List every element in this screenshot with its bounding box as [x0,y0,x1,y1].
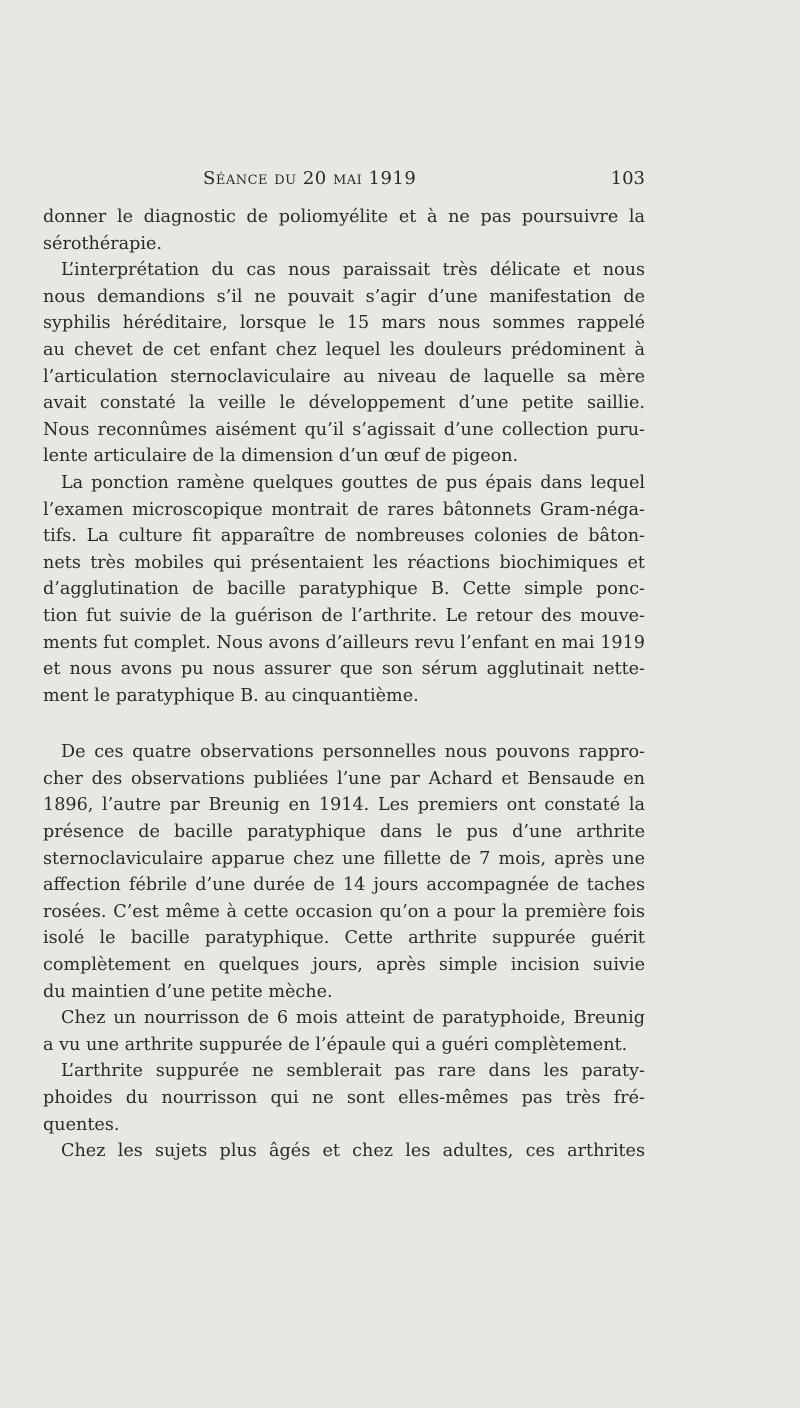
text-line: L’arthrite suppurée ne semblerait pas rare dans les paraty- [61,1061,645,1082]
text-line: isolé le bacille paratyphique. Cette arthrite suppurée guérit [43,928,645,949]
paragraph [43,1058,645,1138]
text-line: d’agglutination de bacille paratyphique B. Cette simple ponc- [43,579,645,600]
text-line: tion fut suivie de la guérison de l’arthrite. Le retour des mouve- [43,605,645,626]
text-line: lente articulaire de la dimension d’un œuf de pigeon. [43,446,519,467]
text-line: avait constaté la veille le développement d’une petite saillie. [43,393,645,414]
page-header [43,168,645,194]
text-line: De ces quatre observations personnelles nous pouvons rappro- [61,742,645,763]
text-line: Chez un nourrisson de 6 mois atteint de paratyphoide, Breunig [61,1008,645,1029]
text-line: tifs. La culture fit apparaître de nombreuses colonies de bâton- [43,526,645,547]
text-line: nets très mobiles qui présentaient les réactions biochimiques et [43,552,645,573]
running-title: Séance du 20 mai 1919 [203,168,417,189]
paragraph [43,1005,645,1058]
text-line: nous demandions s’il ne pouvait s’agir d’une manifestation de [43,286,645,307]
paragraph [43,257,645,470]
paragraph [43,470,645,709]
paragraph [43,204,645,257]
text-line: cher des observations publiées l’une par Achard et Bensaude en [43,768,645,789]
text-line: a vu une arthrite suppurée de l’épaule qui a guéri complètement. [43,1034,628,1055]
text-line: et nous avons pu nous assurer que son sérum agglutinait nette- [43,659,645,680]
text-line: complètement en quelques jours, après simple incision suivie [43,955,645,976]
text-line: syphilis héréditaire, lorsque le 15 mars nous sommes rappelé [43,313,645,334]
text-line: affection fébrile d’une durée de 14 jours accompagnée de taches [43,875,645,896]
text-line: L’interprétation du cas nous paraissait très délicate et nous [61,260,645,281]
page-number: 103 [610,168,645,189]
text-line: Chez les sujets plus âgés et chez les adultes, ces arthrites [61,1141,645,1162]
text-line: au chevet de cet enfant chez lequel les douleurs prédominent à [43,339,645,360]
text-line: ments fut complet. Nous avons d’ailleurs revu l’enfant en mai 1919 [43,632,645,653]
text-line: donner le diagnostic de poliomyélite et à ne pas poursuivre la [43,207,645,227]
text-line: rosées. C’est même à cette occasion qu’on a pour la première fois [43,901,645,922]
page-body [43,204,645,1165]
text-line: l’examen microscopique montrait de rares bâtonnets Gram-néga- [43,499,645,520]
text-line: du maintien d’une petite mèche. [43,981,333,1002]
text-line: ment le paratyphique B. au cinquantième. [43,685,419,706]
text-line: sternoclaviculaire apparue chez une fillette de 7 mois, après une [43,848,645,869]
paragraph-gap [43,709,645,739]
text-line: sérothérapie. [43,233,163,254]
text-line: présence de bacille paratyphique dans le pus d’une arthrite [43,822,645,843]
text-line: 1896, l’autre par Breunig en 1914. Les premiers ont constaté la [43,795,645,816]
text-line: La ponction ramène quelques gouttes de pus épais dans lequel [61,472,645,493]
text-line: phoides du nourrisson qui ne sont elles-mêmes pas très fré- [43,1088,645,1108]
paragraph [43,1138,645,1165]
text-line: l’articulation sternoclaviculaire au niveau de laquelle sa mère [43,366,645,387]
text-line: Nous reconnûmes aisément qu’il s’agissait d’une collection puru- [43,419,645,440]
paragraph [43,739,645,1005]
text-line: quentes. [43,1114,120,1135]
